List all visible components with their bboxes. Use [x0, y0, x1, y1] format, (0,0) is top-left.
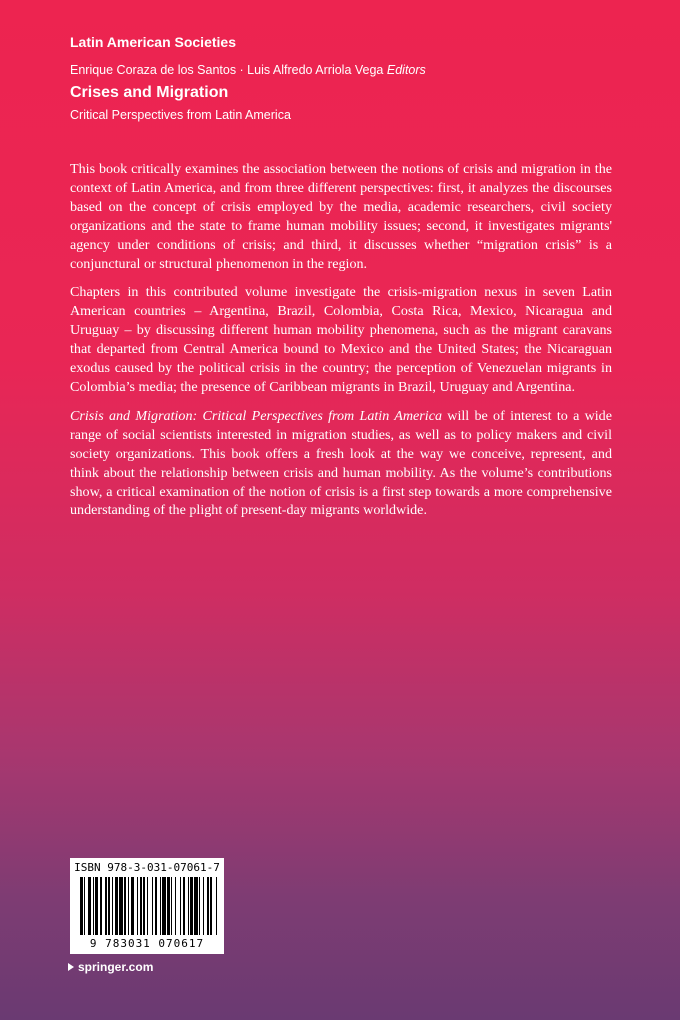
blurb — [70, 160, 612, 530]
arrow-right-icon — [68, 963, 74, 971]
publisher-link[interactable] — [68, 960, 153, 974]
blurb-book-title: Crisis and Migration: Critical Perspectives from Latin America — [70, 407, 443, 424]
book-title: Crises and Migration — [70, 84, 229, 101]
barcode-digits: 9 783031 070617 — [89, 937, 205, 950]
blurb-paragraph-3-text: will be of interest to a wide range of social scientists interested in migration studies, as well as to policy makers and civil society organizations. This book offers a fresh look at the way we conceive, represent, and think about the relationship between crisis and human mobility. As the volume’s contributions show, a critical examination of the notion of crisis is a first step towards a more comprehensive understanding of the plight of present-day migrants worldwide. — [70, 407, 612, 519]
isbn-text: ISBN 978-3-031-07061-7 — [74, 861, 220, 874]
publisher-label: springer.com — [78, 960, 154, 974]
barcode-box — [70, 858, 224, 954]
blurb-paragraph-1: This book critically examines the association between the notions of crisis and migration in the context of Latin America, and from three different perspectives: first, it analyzes the discourses based on the concept of crisis employed by the media, academic researchers, civil society organizations and the state to frame human mobility issues; second, it investigates migrants' agency under conditions of crisis; and third, it discusses whether “migration crisis” is a conjunctural or structural phenomenon in the region. — [70, 161, 612, 272]
blurb-paragraph-3 — [70, 407, 612, 520]
editors-line — [70, 63, 426, 77]
editors-label: Editors — [386, 63, 426, 77]
editor-names: Enrique Coraza de los Santos · Luis Alfredo Arriola Vega — [70, 63, 384, 77]
blurb-paragraph-2: Chapters in this contributed volume investigate the crisis-migration nexus in seven Latin American countries – Argentina, Brazil, Colombia, Costa Rica, Mexico, Nicaragua and Uruguay – by discussing different human mobility phenomena, such as the migrant caravans that departed from Central America bound to Mexico and the United States; the Nicaraguan exodus caused by the political crisis in the country; the perception of Venezuelan migrants in Colombia’s media; the presence of Caribbean migrants in Brazil, Uruguay and Argentina. — [70, 284, 612, 395]
barcode-bars — [80, 877, 220, 935]
series-name: Latin American Societies — [70, 34, 236, 50]
barcode-bar — [217, 877, 220, 935]
book-subtitle: Critical Perspectives from Latin America — [70, 108, 291, 122]
